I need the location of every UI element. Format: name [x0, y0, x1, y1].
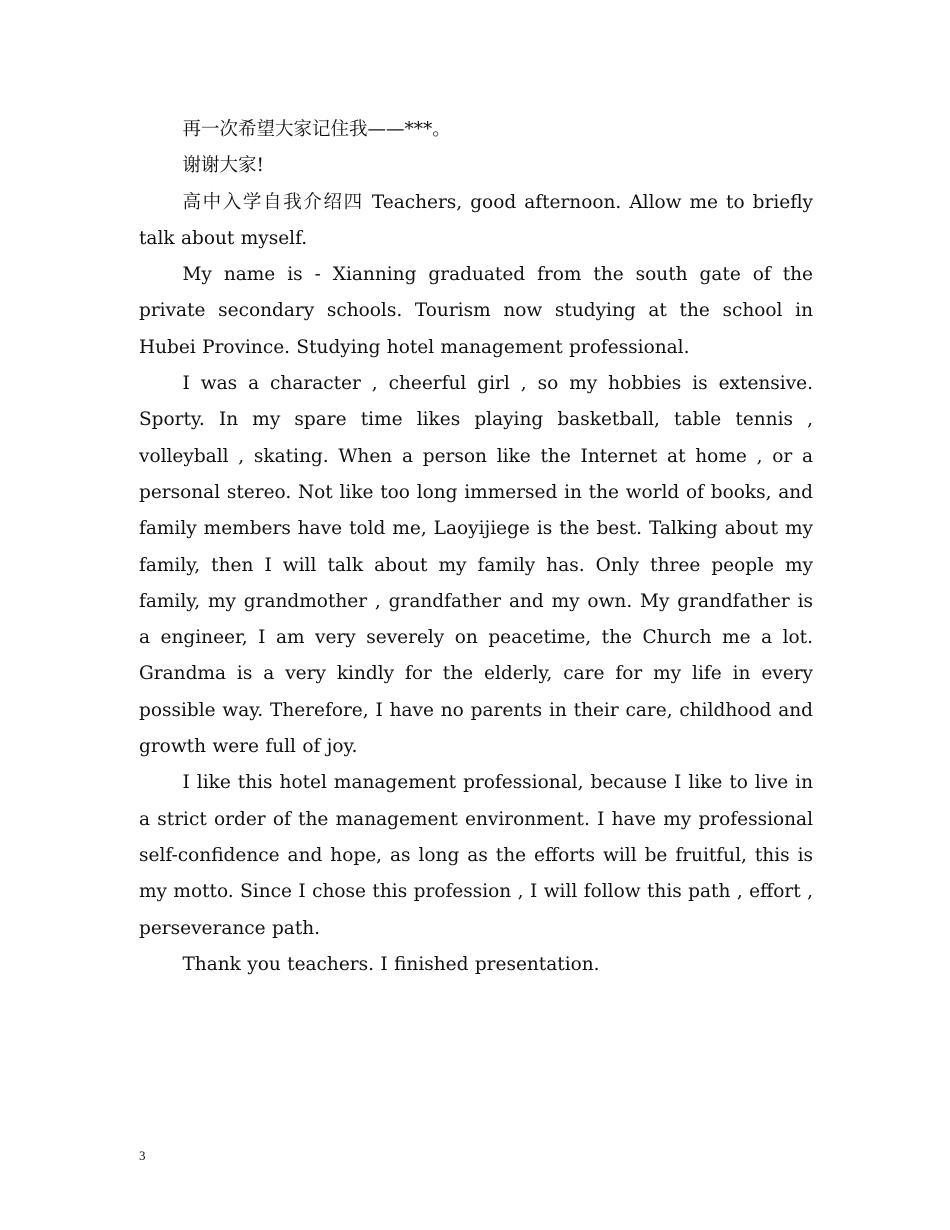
paragraph-intro-heading: 高中入学自我介绍四 Teachers, good afternoon. Allow me to briefly talk about myself.: [139, 191, 813, 249]
paragraph-name-school: My name is - Xianning graduated from the south gate of the private secondary schools. Tourism now studying at the school in Hubei Province. Studying hotel management professional.: [139, 264, 813, 358]
page-number: 3: [139, 1148, 146, 1163]
paragraph-closing-request: 再一次希望大家记住我——***。: [182, 119, 451, 140]
paragraph-ending: Thank you teachers. I finished presentation.: [182, 953, 600, 975]
paragraph-character-family: I was a character , cheerful girl , so my hobbies is extensive. Sporty. In my spare time likes playing basketball, table tennis , volleyball , skating. When a person like the Internet at home , or a personal stereo. Not like too long immersed in the world of books, and family members have told me, Laoyijiege is the best. Talking about my family, then I will talk about my family has. Only three people my family, my grandmother , grandfather and my own. My grandfather is a engineer, I am very severely on peacetime, the Church me a lot. Grandma is a very kindly for the elderly, care for my life in every possible way. Therefore, I have no parents in their care, childhood and growth were full of joy.: [139, 373, 813, 758]
paragraph-profession: I like this hotel management professional, because I like to live in a strict order of the management environment. I have my professional self-confidence and hope, as long as the efforts will be fruitful, this is my motto. Since I chose this profession , I will follow this path , effort , perseverance path.: [139, 772, 813, 939]
paragraph-thanks: 谢谢大家!: [182, 155, 264, 177]
document-body: [139, 112, 813, 983]
